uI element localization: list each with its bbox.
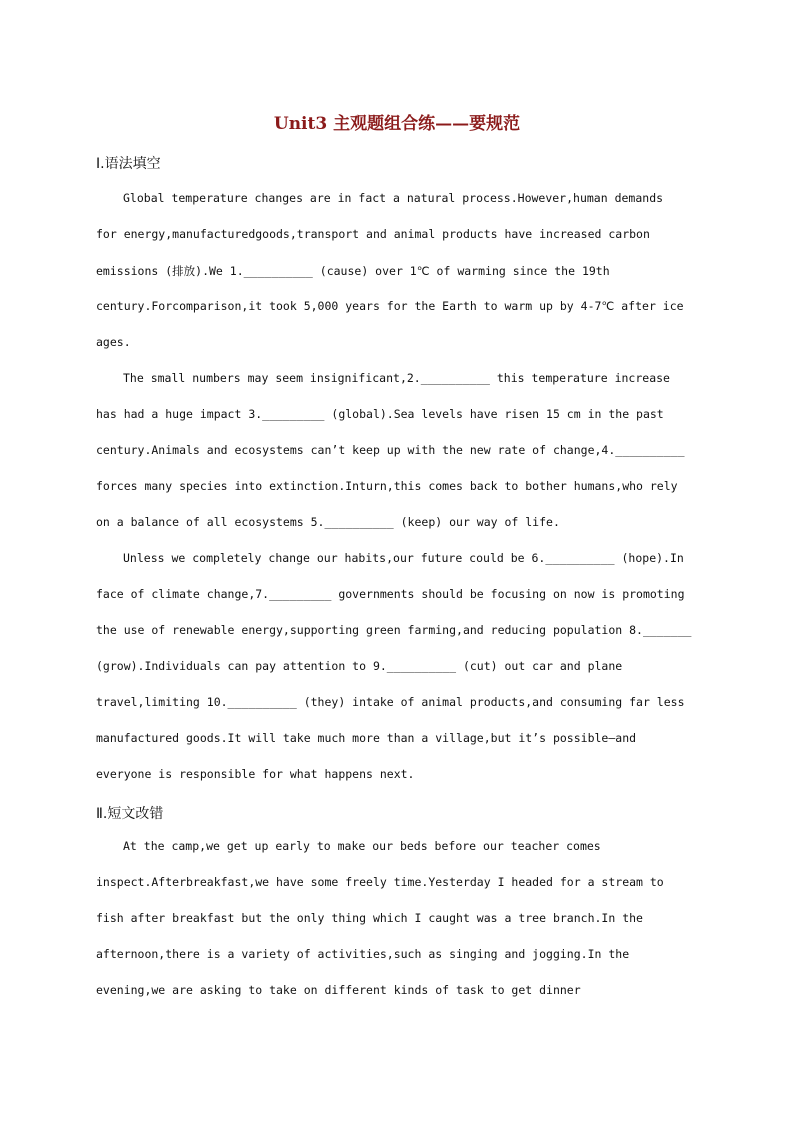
- passage-line: The small numbers may seem insignificant,2.__________ this temperature increase: [123, 371, 670, 385]
- passage-line: afternoon,there is a variety of activities,such as singing and jogging.In the: [96, 947, 630, 961]
- page-title: Unit3 主观题组合练——要规范: [273, 114, 521, 134]
- section-heading-grammar-fill: Ⅰ.语法填空: [96, 156, 161, 172]
- section-heading-error-correction: Ⅱ.短文改错: [96, 806, 164, 822]
- passage-line: century.Animals and ecosystems can’t keep up with the new rate of change,4.__________: [96, 443, 685, 457]
- passage-line: everyone is responsible for what happens next.: [96, 767, 415, 781]
- passage-line: travel,limiting 10.__________ (they) intake of animal products,and consuming far less: [96, 695, 685, 709]
- passage-line: Unless we completely change our habits,our future could be 6.__________ (hope).In: [123, 551, 684, 565]
- passage-line: century.Forcomparison,it took 5,000 years for the Earth to warm up by 4-7℃ after ice: [96, 299, 684, 313]
- passage-line: Global temperature changes are in fact a natural process.However,human demands: [123, 191, 664, 205]
- passage-line: ages.: [96, 335, 131, 349]
- passage-line: face of climate change,7._________ governments should be focusing on now is promoting: [96, 587, 685, 601]
- passage-line: emissions (排放).We 1.__________ (cause) over 1℃ of warming since the 19th: [96, 264, 610, 278]
- passage-line: on a balance of all ecosystems 5.__________ (keep) our way of life.: [96, 515, 560, 529]
- passage-line: evening,we are asking to take on different kinds of task to get dinner: [96, 983, 581, 997]
- passage-line: inspect.Afterbreakfast,we have some freely time.Yesterday I headed for a stream to: [96, 875, 664, 889]
- passage-line: has had a huge impact 3._________ (global).Sea levels have risen 15 cm in the past: [96, 407, 664, 421]
- passage-line: manufactured goods.It will take much more than a village,but it’s possible—and: [96, 731, 637, 745]
- passage-line: the use of renewable energy,supporting green farming,and reducing population 8._______: [96, 623, 692, 637]
- passage-line: fish after breakfast but the only thing which I caught was a tree branch.In the: [96, 911, 643, 925]
- passage-line: At the camp,we get up early to make our beds before our teacher comes: [123, 839, 601, 853]
- passage-line: (grow).Individuals can pay attention to 9.__________ (cut) out car and plane: [96, 659, 623, 673]
- passage-line: forces many species into extinction.Inturn,this comes back to bother humans,who rely: [96, 479, 678, 493]
- passage-line: for energy,manufacturedgoods,transport and animal products have increased carbon: [96, 227, 650, 241]
